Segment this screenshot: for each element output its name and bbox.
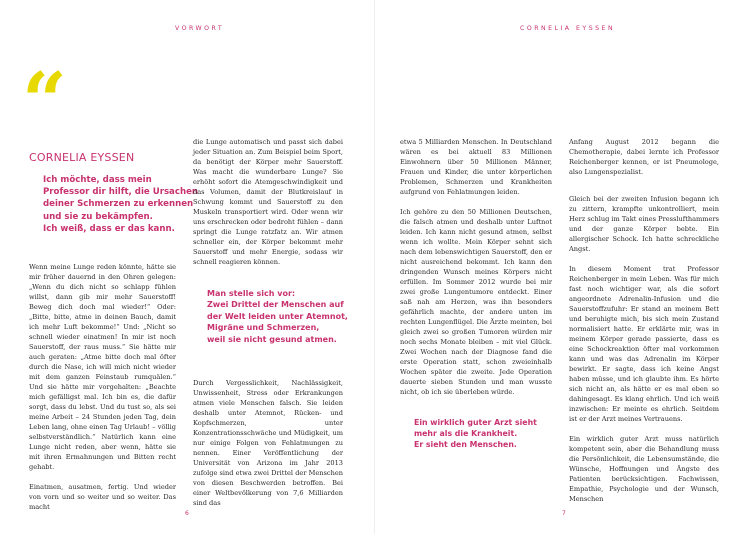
paragraph: Gleich bei der zweiten Infusion begann ich zu zittern, krampfte unkontrolliert, mein Herz schlug im Takt eines Presslufthammers und der ganze Körper bebte. Ein allergischer Schock. Ich hatte schreckliche Angst. (569, 195, 719, 253)
running-header-right: CORNELIA EYSSEN (520, 25, 616, 32)
right-column-2 (569, 194, 719, 514)
paragraph: Einatmen, ausatmen, fertig. Und wieder von vorn und so weiter und so weiter. Das macht (29, 483, 176, 511)
right-column-2-top (569, 137, 719, 187)
pull-quote-1: Man stelle sich vor: Zwei Drittel der Menschen auf der Welt leiden unter Atemnot, Migräne und Schmerzen, weil sie nicht gesund atmen. (207, 289, 348, 344)
right-page (375, 0, 750, 534)
pull-quote-2: Ein wirklich guter Arzt sieht mehr als die Krankheit. Er sieht den Menschen. (414, 418, 537, 450)
quote-mark-icon: “ (22, 56, 67, 147)
paragraph: die Lunge automatisch und passt sich dabei jeder Situation an. Zum Beispiel beim Sport, da benötigt der Körper mehr Sauerstoff. Was macht die wunderbare Lunge? Sie erhöht sofort die Atemgeschwindigkeit und das Volumen, damit der Blutkreislauf in Schwung kommt und Sauerstoff zu den Muskeln transportiert wird. Oder wenn wir uns erschrecken oder bedroht fühlen – dann springt die Lunge ratzfatz an. Wir atmen schneller ein, der Körper bekommt mehr Sauerstoff und mehr Energie, sodass wir schnell reagieren können. (193, 138, 343, 266)
author-name: CORNELIA EYSSEN (29, 151, 135, 164)
right-column-1 (400, 137, 552, 407)
page-number-right: 7 (562, 510, 566, 517)
left-column-1 (29, 262, 176, 522)
running-header-left: VORWORT (175, 25, 225, 32)
paragraph: Ich gehöre zu den 50 Millionen Deutschen, die falsch atmen und deshalb unter Luftnot leiden. Ich kann nicht gesund atmen, selbst wenn ich wollte. Mein Körper sehnt sich nach dem lebenswichtigen Sauerstoff, den er nicht ausreichend bekommt. Ich kann den dringenden Wunsch meines Körpers nicht erfüllen. Im Sommer 2012 wurde bei mir zwei große Lungentumore entdeckt. Einer saß nah am Herzen, was ihn besonders gefährlich machte, der andere unten im rechten Lungenflügel. Die Ärzte meinten, bei gleich zwei so großen Tumoren würden mir noch sechs Monate bleiben – mit viel Glück. Zwei Wochen nach der Diagnose fand die erste Operation statt, schon zweieinhalb Wochen später die zweite. Jede Operation dauerte sieben Stunden und man wusste nicht, ob ich sie überleben würde. (400, 208, 552, 396)
intro-quote: Ich möchte, dass mein Professor dir hilft, die Ursachen deiner Schmerzen zu erkennen und sie zu bekämpfen. Ich weiß, dass er das kann. (43, 175, 199, 234)
left-column-2-bottom (193, 378, 343, 518)
paragraph: Wenn meine Lunge reden könnte, hätte sie mir früher dauernd in den Ohren gelegen: „Wenn du dich nicht so schlapp fühlen willst, dann gib mir mehr Sauerstoff! Beweg dich doch mal wieder!“ Oder: „Bitte, bitte, atme in deinen Bauch, damit ich mehr Luft bekomme!“ Und: „Nicht so schnell wieder einatmen! In mir ist noch Sauerstoff, der raus muss.“ Sie hätte mir auch geraten: „Atme bitte doch mal öfter durch die Nase, ich will mich nicht wieder mit dem ganzen Feinstaub rumquälen.“ Und sie hätte mir vorgehalten: „Beachte mich gefälligst mal. Ich bin es, die dafür sorgt, dass du lebst. Und du tust so, als sei meine Arbeit – 24 Stunden jeden Tag, dein Leben lang, ohne einen Tag Urlaub! – völlig selbstverständlich.“ Natürlich kann eine Lunge nicht reden, aber wenn, hätte sie mit ihren Ermahnungen und Bitten recht gehabt. (29, 263, 176, 471)
page-number-left: 6 (185, 510, 189, 517)
left-column-2-top (193, 137, 343, 277)
paragraph: etwa 5 Milliarden Menschen. In Deutschland wären es bei aktuell 83 Millionen Einwohnern über 50 Millionen Männer, Frauen und Kinder, die unter körperlichen Problemen, Schmerzen und Krankheiten aufgrund von Fehlatmungen leiden. (400, 138, 552, 196)
paragraph: Ein wirklich guter Arzt muss natürlich kompetent sein, aber die Behandlung muss die Persönlichkeit, die Lebensumstände, die Wünsche, Hoffnungen und Ängste des Patienten berücksichtigen. Fachwissen, Empathie, Psychologie und der Wunsch, Menschen (569, 435, 719, 503)
paragraph: In diesem Moment trat Professor Reichenberger in mein Leben. Was für mich fast noch wichtiger war, als die sofort angeordnete Adrenalin-Infusion und die Sauerstoffzufuhr: Er stand an meinem Bett und beruhigte mich, bis sich mein Zustand normalisiert hatte. Er erklärte mir, was in meinem Körper gerade passierte, dass es eine Schockreaktion öfter mal vorkommen kann und was das Adrenalin im Körper bewirkt. Er sagte, dass ich keine Angst haben müsse, und ich glaubte ihm. Es hörte sich nicht an, als hätte er es mal eben so dahingesagt. Es klang ehrlich. Und ich weiß inzwischen: Er meinte es ehrlich. Seitdem ist er der Arzt meines Vertrauens. (569, 265, 719, 423)
paragraph: Durch Vergesslichkeit, Nachlässigkeit, Unwissenheit, Stress oder Erkrankungen atmen viele Menschen falsch. Sie leiden deshalb unter Atemnot, Rücken- und Kopfschmerzen, unter Konzentrationsschwäche und Müdigkeit, um nur einige Folgen von Fehlatmungen zu nennen. Einer Veröffentlichung der Universität von Arizona im Jahr 2013 zufolge sind etwa zwei Drittel der Menschen von diesen Beschwerden betroffen. Bei einer Weltbevölkerung von 7,6 Milliarden sind das (193, 379, 343, 507)
paragraph: Anfang August 2012 begann die Chemotherapie, dabei lernte ich Professor Reichenberger kennen, er ist Pneumologe, also Lungenspezialist. (569, 138, 719, 176)
